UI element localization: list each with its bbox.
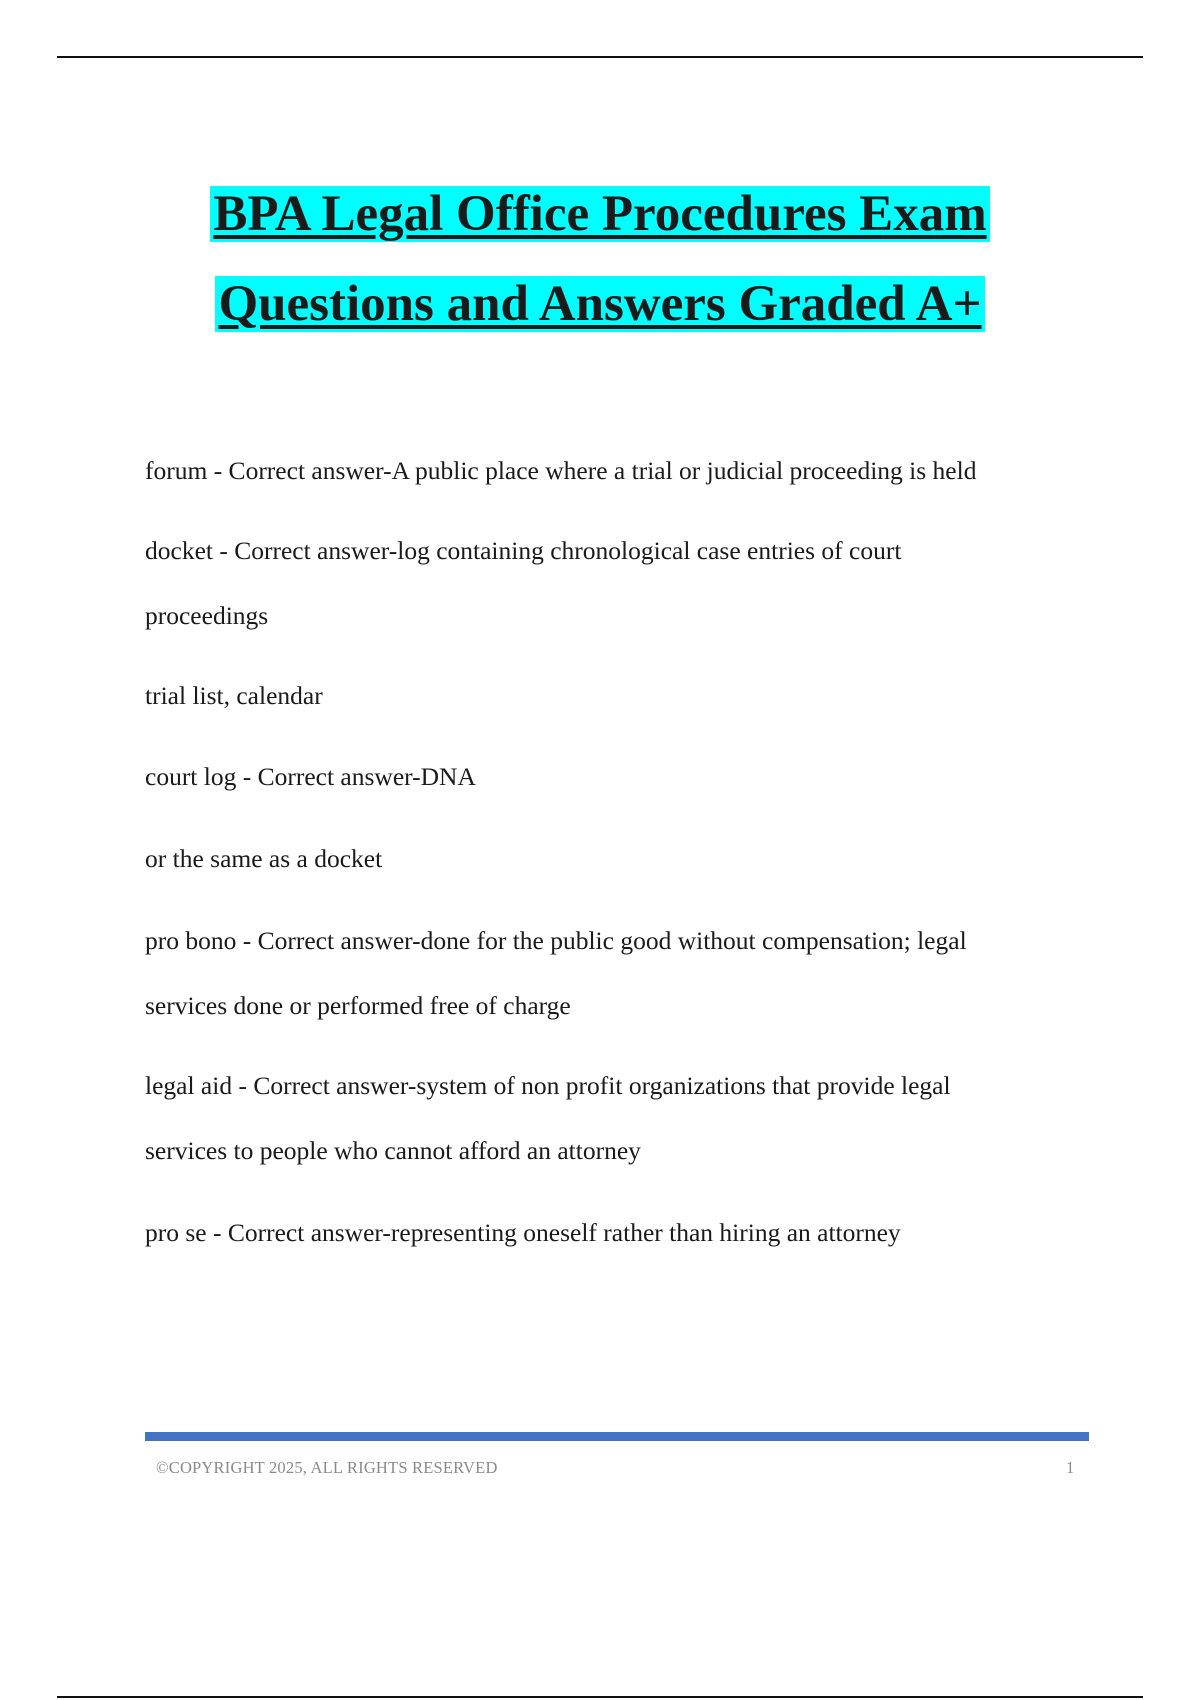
footer-page-number: 1 (1066, 1458, 1075, 1477)
qa-line-pro-se: pro se - Correct answer-representing oneself rather than hiring an attorney (145, 1218, 901, 1247)
footer-copyright: ©COPYRIGHT 2025, ALL RIGHTS RESERVED (156, 1458, 498, 1477)
qa-line-legal-aid-cont: services to people who cannot afford an attorney (145, 1136, 641, 1165)
qa-line-legal-aid: legal aid - Correct answer-system of non profit organizations that provide legal (145, 1071, 951, 1100)
qa-line-docket-cont: proceedings (145, 601, 269, 630)
qa-line-court-log-cont: or the same as a docket (145, 844, 383, 873)
qa-line-docket: docket - Correct answer-log containing chronological case entries of court (145, 536, 902, 565)
qa-line-pro-bono-cont: services done or performed free of charge (145, 991, 571, 1020)
top-rule (57, 56, 1143, 58)
qa-line-forum: forum - Correct answer-A public place where a trial or judicial proceeding is held (145, 456, 977, 485)
qa-line-trial-list: trial list, calendar (145, 681, 323, 710)
qa-line-pro-bono: pro bono - Correct answer-done for the public good without compensation; legal (145, 926, 967, 955)
title-line-2: Questions and Answers Graded A+ (0, 274, 1200, 334)
title-line-1: BPA Legal Office Procedures Exam (0, 184, 1200, 244)
footer-bar (145, 1432, 1089, 1441)
qa-line-court-log: court log - Correct answer-DNA (145, 762, 476, 791)
bottom-rule (57, 1696, 1143, 1698)
